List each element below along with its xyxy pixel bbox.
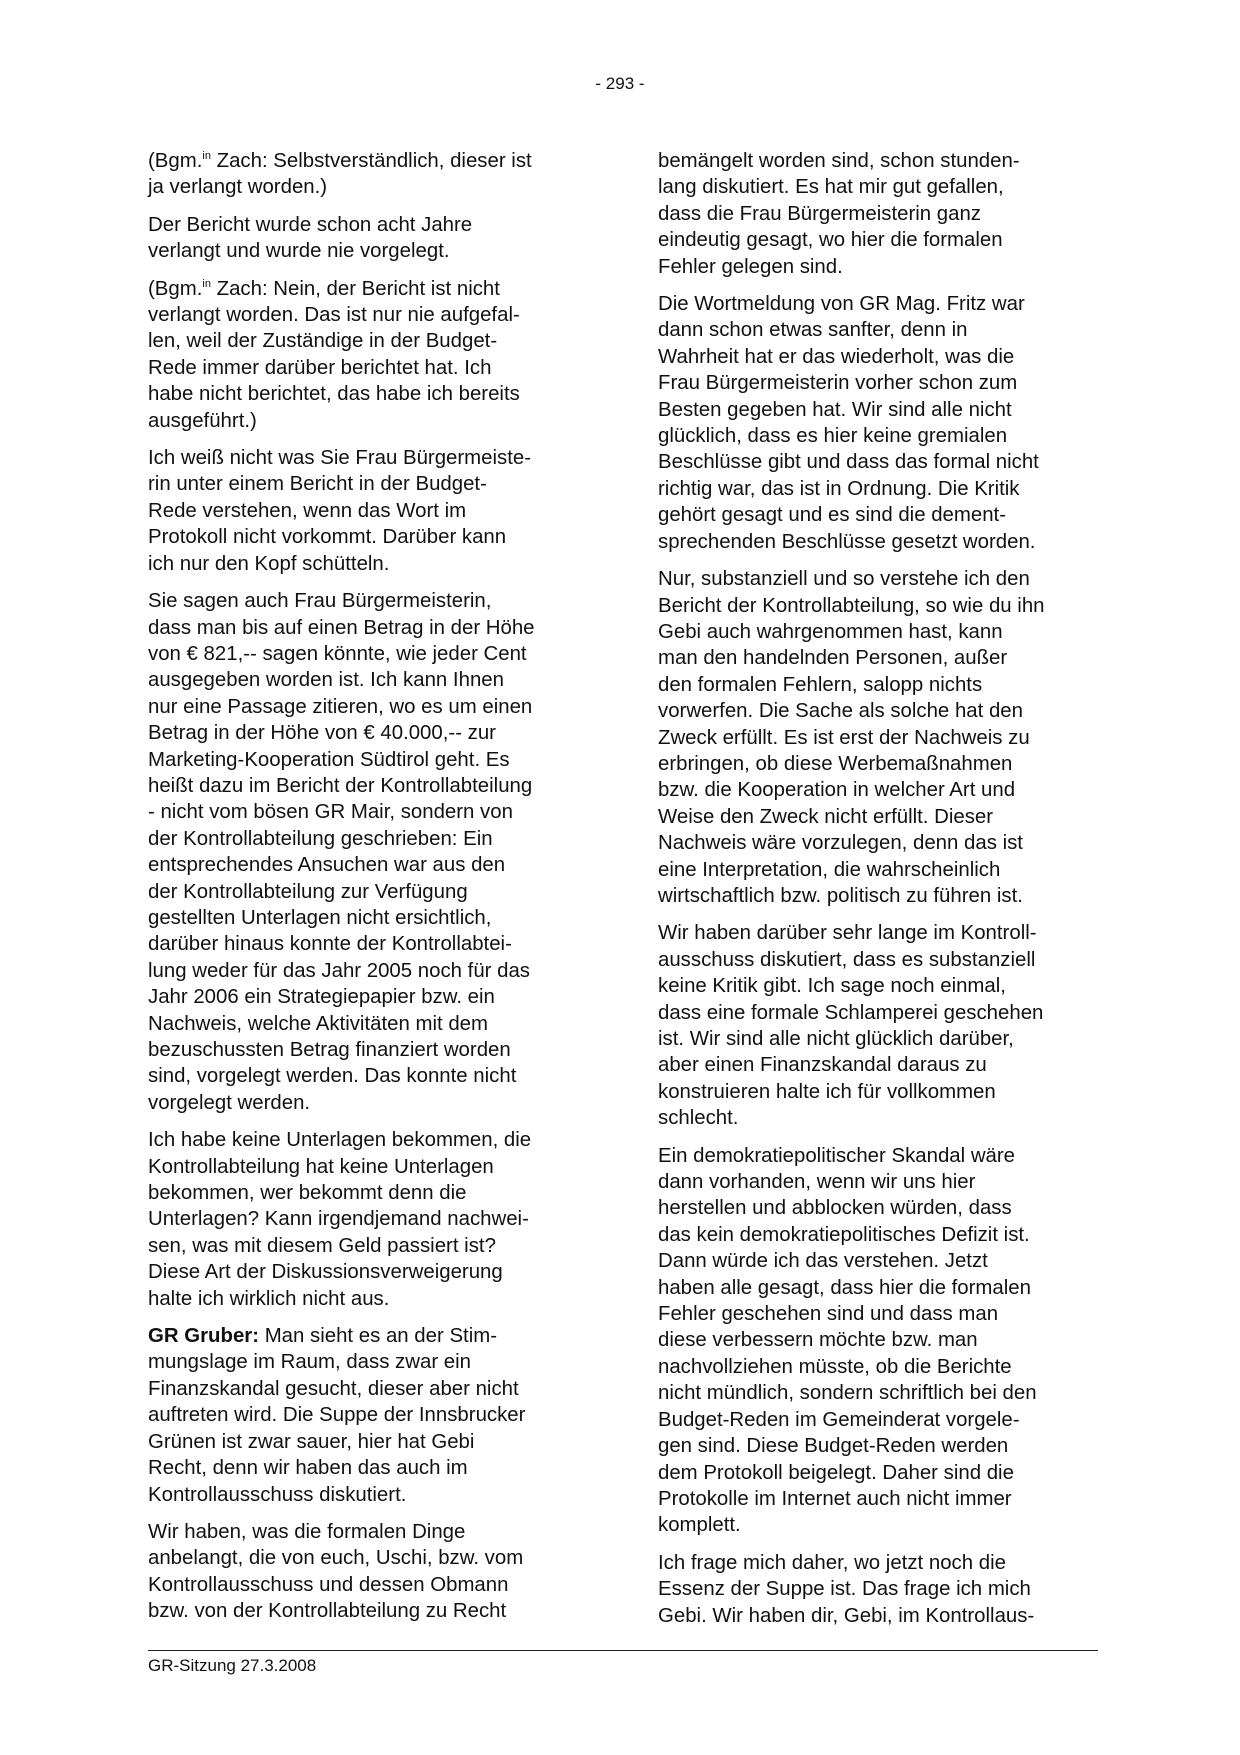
paragraph: Nur, substanziell und so verstehe ich den Bericht der Kontrollabteilung, so wie du ihn Gebi auch wahrgenommen hast, kann man den handelnden Personen, außer den formalen Fehlern, salopp nichts vorwerfen. Die Sache als solche hat den Zweck erfüllt. Es ist erst der Nachweis zu erbringen, ob diese Werbemaßnahmen bzw. die Kooperation in welcher Art und Weise den Zweck nicht erfüllt. Dieser Nachweis wäre vorzulegen, denn das ist eine Interpretation, die wahrscheinlich wirtschaftlich bzw. politisch zu führen ist. xyxy=(658,568,1045,907)
paragraph: Ich habe keine Unterlagen bekommen, die Kontrollabteilung hat keine Unterlagen bekommen, wer bekommt denn die Unterlagen? Kann irgendjemand nachwei- sen, was mit diesem Geld passiert ist? Diese Art der Diskussionsverweigerung halte ich wirklich nicht aus. xyxy=(148,1129,532,1310)
paragraph: (Bgm.$^{in}$ Zach: Selbstverständlich, dieser ist ja verlangt worden.) xyxy=(148,150,532,199)
footer-text: GR-Sitzung 27.3.2008 xyxy=(148,1656,317,1675)
paragraph: bemängelt worden sind, schon stunden- lang diskutiert. Es hat mir gut gefallen, dass die Frau Bürgermeisterin ganz eindeutig gesagt, wo hier die formalen Fehler gelegen sind. xyxy=(658,150,1020,278)
footer-divider xyxy=(148,1650,1098,1651)
paragraph: (Bgm.$^{in}$ Zach: Nein, der Bericht ist nicht verlangt worden. Das ist nur nie aufgefal- len, weil der Zuständige in der Budget- Rede immer darüber berichtet hat. Ich habe nicht berichtet, das habe ich bereits ausgeführt.) xyxy=(148,277,520,432)
paragraph: Wir haben darüber sehr lange im Kontroll- ausschuss diskutiert, dass es substanziell keine Kritik gibt. Ich sage noch einmal, dass eine formale Schlamperei geschehen ist. Wir sind alle nicht glücklich darüber, aber einen Finanzskandal daraus zu konstruieren halte ich für vollkommen schlecht. xyxy=(658,922,1044,1130)
paragraph: Ich weiß nicht was Sie Frau Bürgermeiste- rin unter einem Bericht in der Budget- Rede verstehen, wenn das Wort im Protokoll nicht vorkommt. Darüber kann ich nur den Kopf schütteln. xyxy=(148,447,532,575)
paragraph: GR Gruber: Man sieht es an der Stim- mungslage im Raum, dass zwar ein Finanzskandal gesucht, dieser aber nicht auftreten wird. Die Suppe der Innsbrucker Grünen ist zwar sauer, hier hat Gebi Recht, denn wir haben das auch im Kontrollausschuss diskutiert. xyxy=(148,1325,526,1506)
page-number: - 293 - xyxy=(595,74,645,93)
right-column xyxy=(658,148,1108,1640)
paragraph: Ein demokratiepolitischer Skandal wäre dann vorhanden, wenn wir uns hier herstellen und abblocken würden, dass das kein demokratiepolitisches Defizit ist. Dann würde ich das verstehen. Jetzt haben alle gesagt, dass hier die formalen Fehler geschehen sind und dass man diese verbessern möchte bzw. man nachvollziehen müsste, ob die Berichte nicht mündlich, sondern schriftlich bei den Budget-Reden im Gemeinderat vorgele- gen sind. Diese Budget-Reden werden dem Protokoll beigelegt. Daher sind die Protokolle im Internet auch nicht immer komplett. xyxy=(658,1144,1037,1537)
speaker-name: GR Gruber: xyxy=(148,1325,260,1348)
paragraph: Sie sagen auch Frau Bürgermeisterin, dass man bis auf einen Betrag in der Höhe von € 821,-- sagen könnte, wie jeder Cent ausgegeben worden ist. Ich kann Ihnen nur eine Passage zitieren, wo es um einen Betrag in der Höhe von € 40.000,-- zur Marketing-Kooperation Südtirol geht. Es heißt dazu im Bericht der Kontrollabteilung - nicht vom bösen GR Mair, sondern von der Kontrollabteilung geschrieben: Ein entsprechendes Ansuchen war aus den der Kontrollabteilung zur Verfügung gestellten Unterlagen nicht ersichtlich, darüber hinaus konnte der Kontrollabtei- lung weder für das Jahr 2005 noch für das Jahr 2006 ein Strategiepapier bzw. ein Nachweis, welche Aktivitäten mit dem bezuschussten Betrag finanziert worden sind, vorgelegt werden. Das konnte nicht vorgelegt werden. xyxy=(148,590,535,1114)
left-column xyxy=(148,148,598,1636)
paragraph: Der Bericht wurde schon acht Jahre verlangt und wurde nie vorgelegt. xyxy=(148,213,473,263)
paragraph: Ich frage mich daher, wo jetzt noch die Essenz der Suppe ist. Das frage ich mich Gebi. Wir haben dir, Gebi, im Kontrollaus- xyxy=(658,1551,1035,1627)
paragraph: Wir haben, was die formalen Dinge anbelangt, die von euch, Uschi, bzw. vom Kontrollausschuss und dessen Obmann bzw. von der Kontrollabteilung zu Recht xyxy=(148,1520,524,1623)
paragraph: Die Wortmeldung von GR Mag. Fritz war dann schon etwas sanfter, denn in Wahrheit hat er das wiederholt, was die Frau Bürgermeisterin vorher schon zum Besten gegeben hat. Wir sind alle nicht glücklich, dass es hier keine gremialen Beschlüsse gibt und dass das formal nicht richtig war, das ist in Ordnung. Die Kritik gehört gesagt und es sind die dement- sprechenden Beschlüsse gesetzt worden. xyxy=(658,293,1039,553)
